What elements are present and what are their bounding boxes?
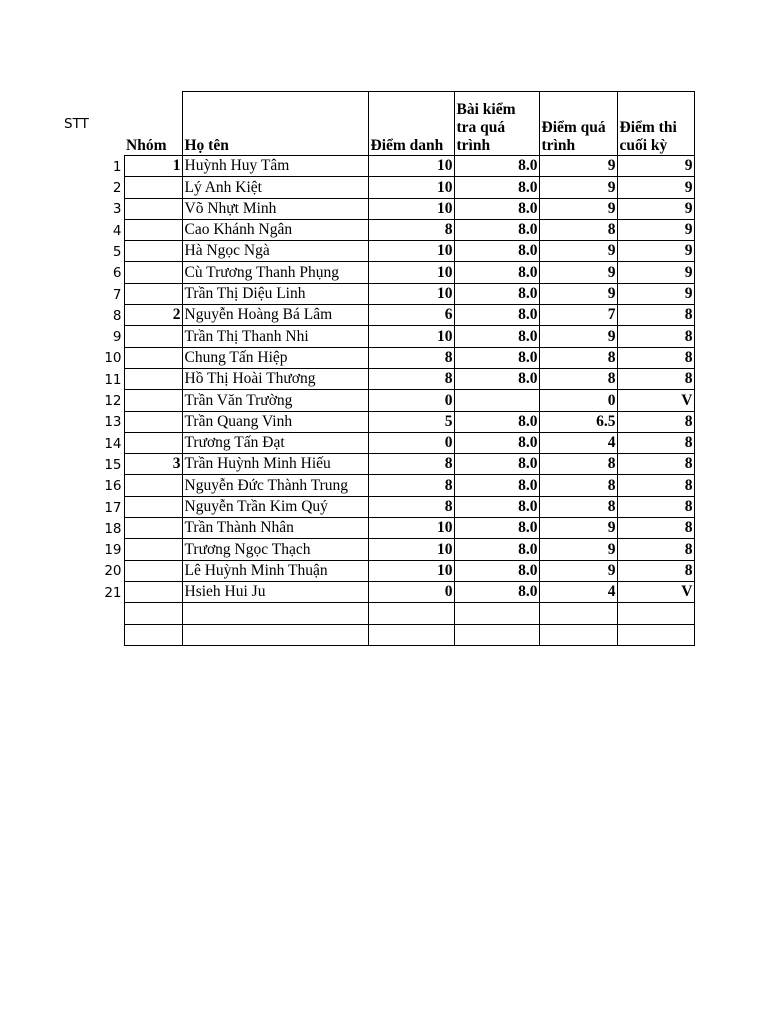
diem-qua-trinh-cell: 9 <box>539 560 617 581</box>
bai-kiem-tra-cell: 8.0 <box>454 411 539 432</box>
table-row <box>60 347 694 368</box>
table-row <box>60 177 694 198</box>
bai-kiem-tra-cell: 8.0 <box>454 560 539 581</box>
stt-cell: 9 <box>112 329 122 346</box>
stt-cell: 4 <box>112 222 122 239</box>
stt-cell: 15 <box>104 456 122 473</box>
diem-qua-trinh-cell: 4 <box>539 432 617 453</box>
ho-ten-cell <box>182 624 368 645</box>
ho-ten-cell: Huỳnh Huy Tâm <box>182 156 368 177</box>
ho-ten-cell: Nguyễn Đức Thành Trung <box>182 475 368 496</box>
diem-qua-trinh-cell: 8 <box>539 496 617 517</box>
diem-qua-trinh-cell: 9 <box>539 283 617 304</box>
diem-qua-trinh-cell <box>539 624 617 645</box>
bai-kiem-tra-cell: 8.0 <box>454 305 539 326</box>
diem-danh-cell: 0 <box>368 581 454 602</box>
bai-kiem-tra-cell: 8.0 <box>454 432 539 453</box>
diem-thi-cell: 8 <box>617 305 694 326</box>
bai-kiem-tra-cell: 8.0 <box>454 283 539 304</box>
bai-kiem-tra-cell: 8.0 <box>454 326 539 347</box>
stt-cell <box>60 603 124 624</box>
header-diem-danh: Điểm danh <box>368 92 454 156</box>
bai-kiem-tra-cell: 8.0 <box>454 454 539 475</box>
nhom-cell: 3 <box>124 454 182 475</box>
table-row <box>60 305 694 326</box>
diem-thi-cell: V <box>617 390 694 411</box>
bai-kiem-tra-cell: 8.0 <box>454 581 539 602</box>
ho-ten-cell: Trần Quang Vinh <box>182 411 368 432</box>
table-row <box>60 390 694 411</box>
diem-danh-cell: 10 <box>368 262 454 283</box>
nhom-cell <box>124 326 182 347</box>
stt-cell <box>60 624 124 645</box>
ho-ten-cell: Trương Ngọc Thạch <box>182 539 368 560</box>
diem-thi-cell: 9 <box>617 262 694 283</box>
diem-qua-trinh-cell: 8 <box>539 475 617 496</box>
nhom-cell: 2 <box>124 305 182 326</box>
stt-cell: 5 <box>112 243 122 260</box>
stt-cell: 3 <box>112 201 122 218</box>
ho-ten-cell: Trần Huỳnh Minh Hiếu <box>182 454 368 475</box>
nhom-cell <box>124 283 182 304</box>
nhom-cell <box>124 390 182 411</box>
diem-danh-cell <box>368 603 454 624</box>
diem-thi-cell: 8 <box>617 326 694 347</box>
diem-thi-cell: 9 <box>617 198 694 219</box>
diem-qua-trinh-cell: 9 <box>539 326 617 347</box>
table-row <box>60 475 694 496</box>
diem-thi-cell: 8 <box>617 411 694 432</box>
ho-ten-cell: Võ Nhựt Minh <box>182 198 368 219</box>
ho-ten-cell: Hồ Thị Hoài Thương <box>182 368 368 389</box>
nhom-cell <box>124 518 182 539</box>
diem-qua-trinh-cell: 9 <box>539 198 617 219</box>
diem-danh-cell: 10 <box>368 326 454 347</box>
nhom-cell <box>124 219 182 240</box>
nhom-cell <box>124 603 182 624</box>
diem-thi-cell: 9 <box>617 219 694 240</box>
diem-qua-trinh-cell: 9 <box>539 241 617 262</box>
stt-cell: 2 <box>112 180 122 197</box>
diem-danh-cell: 5 <box>368 411 454 432</box>
diem-danh-cell: 10 <box>368 156 454 177</box>
nhom-cell <box>124 177 182 198</box>
nhom-cell: 1 <box>124 156 182 177</box>
table-row <box>60 219 694 240</box>
stt-cell: 16 <box>104 478 122 495</box>
table-row <box>60 432 694 453</box>
nhom-cell <box>124 411 182 432</box>
diem-danh-cell: 8 <box>368 368 454 389</box>
grade-table-body <box>60 92 694 646</box>
nhom-cell <box>124 475 182 496</box>
diem-qua-trinh-cell: 8 <box>539 454 617 475</box>
table-row <box>60 624 694 645</box>
diem-qua-trinh-cell: 9 <box>539 539 617 560</box>
diem-qua-trinh-cell <box>539 603 617 624</box>
diem-danh-cell: 10 <box>368 198 454 219</box>
table-row <box>60 603 694 624</box>
diem-qua-trinh-cell: 9 <box>539 177 617 198</box>
ho-ten-cell: Chung Tấn Hiệp <box>182 347 368 368</box>
ho-ten-cell: Trần Văn Trường <box>182 390 368 411</box>
diem-qua-trinh-cell: 8 <box>539 368 617 389</box>
bai-kiem-tra-cell: 8.0 <box>454 347 539 368</box>
stt-cell: 6 <box>112 265 122 282</box>
table-row <box>60 262 694 283</box>
diem-qua-trinh-cell: 9 <box>539 262 617 283</box>
diem-thi-cell <box>617 603 694 624</box>
bai-kiem-tra-cell: 8.0 <box>454 156 539 177</box>
bai-kiem-tra-cell: 8.0 <box>454 198 539 219</box>
header-diem-qua-trinh: Điểm quá trình <box>539 92 617 156</box>
diem-thi-cell: 8 <box>617 432 694 453</box>
nhom-cell <box>124 560 182 581</box>
diem-qua-trinh-cell: 9 <box>539 518 617 539</box>
diem-thi-cell: 9 <box>617 241 694 262</box>
stt-cell: 8 <box>112 307 122 324</box>
stt-cell: 13 <box>104 414 122 431</box>
diem-thi-cell: 8 <box>617 454 694 475</box>
diem-thi-cell: 8 <box>617 518 694 539</box>
bai-kiem-tra-cell: 8.0 <box>454 368 539 389</box>
stt-cell: 19 <box>104 542 122 559</box>
table-row <box>60 518 694 539</box>
ho-ten-cell: Lê Huỳnh Minh Thuận <box>182 560 368 581</box>
bai-kiem-tra-cell: 8.0 <box>454 241 539 262</box>
bai-kiem-tra-cell: 8.0 <box>454 262 539 283</box>
diem-danh-cell: 6 <box>368 305 454 326</box>
bai-kiem-tra-cell: 8.0 <box>454 539 539 560</box>
header-nhom: Nhóm <box>124 92 182 156</box>
bai-kiem-tra-cell: 8.0 <box>454 177 539 198</box>
diem-thi-cell: 8 <box>617 560 694 581</box>
diem-thi-cell: 9 <box>617 156 694 177</box>
ho-ten-cell: Trần Thành Nhân <box>182 518 368 539</box>
header-diem-thi: Điểm thi cuối kỳ <box>617 92 694 156</box>
diem-danh-cell: 8 <box>368 496 454 517</box>
diem-danh-cell: 10 <box>368 241 454 262</box>
table-row <box>60 411 694 432</box>
diem-danh-cell: 8 <box>368 475 454 496</box>
bai-kiem-tra-cell <box>454 603 539 624</box>
stt-cell: 20 <box>104 563 122 580</box>
ho-ten-cell: Trương Tấn Đạt <box>182 432 368 453</box>
ho-ten-cell: Nguyễn Trần Kim Quý <box>182 496 368 517</box>
stt-cell: 7 <box>112 286 122 303</box>
grade-table <box>60 91 695 646</box>
stt-cell: 21 <box>104 584 122 601</box>
diem-qua-trinh-cell: 8 <box>539 347 617 368</box>
nhom-cell <box>124 539 182 560</box>
ho-ten-cell <box>182 603 368 624</box>
bai-kiem-tra-cell <box>454 624 539 645</box>
table-row <box>60 581 694 602</box>
diem-qua-trinh-cell: 8 <box>539 219 617 240</box>
diem-danh-cell: 0 <box>368 390 454 411</box>
bai-kiem-tra-cell: 8.0 <box>454 518 539 539</box>
ho-ten-cell: Hà Ngọc Ngà <box>182 241 368 262</box>
diem-thi-cell: 8 <box>617 347 694 368</box>
table-row <box>60 156 694 177</box>
header-bai-kiem-tra: Bài kiểm tra quá trình <box>454 92 539 156</box>
stt-cell: 11 <box>104 371 122 388</box>
diem-thi-cell: 8 <box>617 368 694 389</box>
diem-qua-trinh-cell: 7 <box>539 305 617 326</box>
diem-danh-cell: 10 <box>368 283 454 304</box>
nhom-cell <box>124 432 182 453</box>
ho-ten-cell: Hsieh Hui Ju <box>182 581 368 602</box>
diem-qua-trinh-cell: 4 <box>539 581 617 602</box>
nhom-cell <box>124 496 182 517</box>
nhom-cell <box>124 581 182 602</box>
table-row <box>60 283 694 304</box>
ho-ten-cell: Trần Thị Thanh Nhi <box>182 326 368 347</box>
nhom-cell <box>124 262 182 283</box>
diem-danh-cell: 8 <box>368 454 454 475</box>
table-row <box>60 198 694 219</box>
diem-danh-cell: 8 <box>368 219 454 240</box>
diem-danh-cell: 10 <box>368 539 454 560</box>
bai-kiem-tra-cell: 8.0 <box>454 219 539 240</box>
diem-thi-cell <box>617 624 694 645</box>
diem-danh-cell: 10 <box>368 177 454 198</box>
nhom-cell <box>124 347 182 368</box>
table-row <box>60 241 694 262</box>
diem-danh-cell: 0 <box>368 432 454 453</box>
diem-danh-cell <box>368 624 454 645</box>
bai-kiem-tra-cell: 8.0 <box>454 475 539 496</box>
diem-qua-trinh-cell: 0 <box>539 390 617 411</box>
diem-thi-cell: 8 <box>617 475 694 496</box>
table-row <box>60 368 694 389</box>
diem-danh-cell: 10 <box>368 560 454 581</box>
diem-danh-cell: 8 <box>368 347 454 368</box>
bai-kiem-tra-cell: 8.0 <box>454 496 539 517</box>
ho-ten-cell: Trần Thị Diệu Linh <box>182 283 368 304</box>
stt-cell: 17 <box>104 499 122 516</box>
diem-qua-trinh-cell: 6.5 <box>539 411 617 432</box>
table-row <box>60 454 694 475</box>
ho-ten-cell: Nguyễn Hoàng Bá Lâm <box>182 305 368 326</box>
ho-ten-cell: Lý Anh Kiệt <box>182 177 368 198</box>
header-row <box>60 92 694 156</box>
nhom-cell <box>124 198 182 219</box>
bai-kiem-tra-cell <box>454 390 539 411</box>
stt-cell: 12 <box>104 393 122 410</box>
stt-cell: 1 <box>112 158 122 175</box>
diem-danh-cell: 10 <box>368 518 454 539</box>
nhom-cell <box>124 368 182 389</box>
diem-thi-cell: 8 <box>617 496 694 517</box>
diem-thi-cell: 9 <box>617 283 694 304</box>
diem-thi-cell: 9 <box>617 177 694 198</box>
table-row <box>60 496 694 517</box>
nhom-cell <box>124 241 182 262</box>
header-stt: STT <box>64 115 89 132</box>
diem-qua-trinh-cell: 9 <box>539 156 617 177</box>
diem-thi-cell: V <box>617 581 694 602</box>
nhom-cell <box>124 624 182 645</box>
table-row <box>60 539 694 560</box>
ho-ten-cell: Cao Khánh Ngân <box>182 219 368 240</box>
diem-thi-cell: 8 <box>617 539 694 560</box>
table-row <box>60 326 694 347</box>
stt-cell: 18 <box>104 520 122 537</box>
ho-ten-cell: Cù Trương Thanh Phụng <box>182 262 368 283</box>
stt-cell: 10 <box>104 350 122 367</box>
stt-cell: 14 <box>104 435 122 452</box>
table-row <box>60 560 694 581</box>
header-ho-ten: Họ tên <box>182 92 368 156</box>
